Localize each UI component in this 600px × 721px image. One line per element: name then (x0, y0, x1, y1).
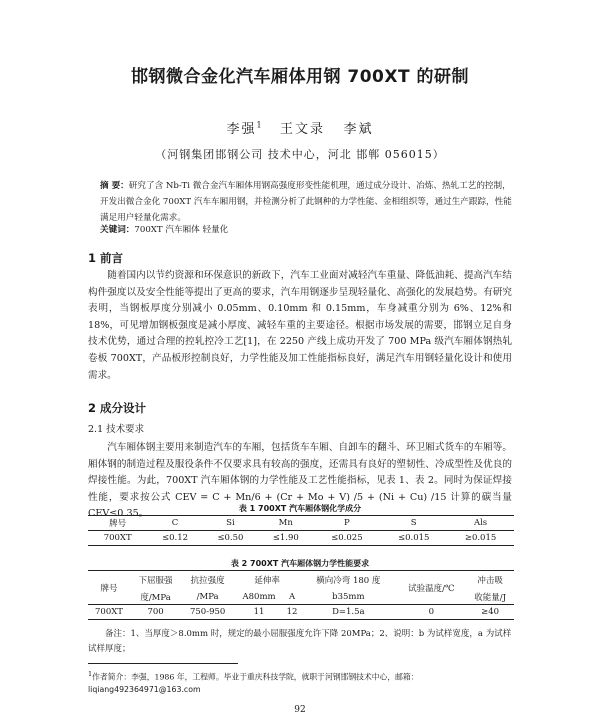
table-2-header-tensile-unit: /MPa (181, 589, 234, 605)
table-2-cell: 11 (253, 607, 265, 617)
table-1-caption: 表 1 700XT 汽车厢体钢化学成分 (238, 504, 362, 513)
section-1-body: 随着国内以节约资源和环保意识的新政下，汽车工业面对减轻汽车重量、降低油耗、提高汽车结构件强度以及安全性能等提出了更高的要求，汽车用钢逐步呈现轻量化、高强化的发展趋势。有研究表明，当钢板厚度分别减小 0.05mm、0.10mm 和 0.15mm，车身减重分别为 6%、12%和 18%，可见增加钢板强度是减小厚度、减轻车重的主要途径。根据市场发展的需要，邯钢立足自身技术优势，通过合理的控轧控冷工艺[1]，在 2250 产线上成功开发了 700 MPa 级汽车厢体钢热轧卷板 700XT，产品板形控制良好，力学性能及加工性能指标良好，满足汽车用钢轻量化设计和使用需求。 (88, 270, 512, 381)
table-1-cell: ≤0.025 (331, 533, 363, 543)
table-1-header-cell: 牌号 (88, 516, 147, 531)
table-2-cell: 750-950 (189, 607, 226, 617)
section-1-heading: 1 前言 (88, 251, 124, 265)
table-2-header-impact: 冲击吸 (477, 576, 503, 586)
table-2-header-test-temp: 试验温度/℃ (397, 571, 467, 605)
table-1-header-cell: C (147, 516, 202, 531)
section-2-heading: 2 成分设计 (88, 401, 147, 415)
table-1 (88, 515, 514, 546)
paper-title: 邯钢微合金化汽车厢体用钢 700XT 的研制 (130, 67, 470, 87)
table-1-header-cell: Als (447, 516, 514, 531)
table-2 (88, 570, 514, 620)
table-1-cell: 700XT (103, 533, 132, 543)
footnote-text: 作者简介：李强，1986 年，工程师。毕业于重庆科技学院，就职于河钢邯钢技术中心，邮箱： (92, 672, 419, 682)
section-2-1-body: 汽车厢体钢主要用来制造汽车的车厢，包括货车车厢、自卸车的翻斗、环卫厢式货车的车厢等。厢体钢的制造过程及服役条件不仅要求具有较高的强度，还需具有良好的塑韧性、冷成型性及优良的焊接性能。为此，700XT 汽车厢体钢的力学性能及工艺性能指标，见表 1、表 2。同时为保证焊接性能，要求按公式 CEV = C + Mn/6 + (Cr + Mo + V) /5 + (Ni + Cu) /15 计算的碳当量 CEV≤0.35。 (88, 442, 512, 520)
author-1: 李强 (226, 122, 257, 137)
table-1-header-cell: Mn (258, 516, 313, 531)
table-2-header-elongation: 延伸率 (254, 576, 280, 586)
keywords (100, 223, 512, 235)
author-line (0, 118, 600, 137)
table-1-cell: ≤0.015 (397, 533, 430, 543)
table-2-cell: 700XT (95, 607, 123, 617)
table-1-header-cell: Si (203, 516, 258, 531)
author-3: 李斌 (343, 122, 374, 137)
abstract-text: 研究了含 Nb-Ti 微合金汽车厢体用钢高强度形变性能机理，通过成分设计、冶炼、热轧工艺的控制，开发出微合金化 700XT 汽车车厢用钢，并检测分析了此钢种的力学性能、金相组织等，通过生产跟踪，性能满足用户轻量化需求。 (100, 181, 512, 223)
table-2-header-elong-a80: A80mm (234, 589, 284, 605)
footnote-mark: 1 (88, 670, 93, 678)
table-2-header-yield-unit: 度/MPa (130, 589, 181, 605)
table-1-cell: ≤0.12 (162, 533, 189, 543)
table-2-header-row (88, 571, 514, 590)
author-1-affil-mark: 1 (256, 120, 262, 130)
table-2-cell: 700 (147, 607, 164, 617)
author-footnote (88, 668, 512, 696)
author-email: liqiang492364971@163.com (88, 684, 201, 694)
table-2-header-elong-a: A (284, 589, 300, 605)
table-1-header-row (88, 516, 514, 531)
table-row (88, 605, 514, 620)
table-1-header-cell: P (313, 516, 380, 531)
table-2-cell: ≥40 (481, 607, 500, 617)
footnote-divider (88, 663, 238, 664)
page-number: 92 (294, 705, 306, 715)
abstract-label: 摘 要： (100, 181, 129, 191)
author-2: 王文录 (280, 122, 326, 137)
table-1-header-cell: S (380, 516, 447, 531)
table-1-cell: ≤1.90 (272, 533, 299, 543)
table-1-cell: ≥0.015 (464, 533, 497, 543)
affiliation: （河钢集团邯钢公司 技术中心，河北 邯郸 056015） (155, 148, 445, 161)
table-2-cell: D=1.5a (332, 607, 365, 617)
table-2-header-bend-width: b35mm (300, 589, 396, 605)
table-2-header-tensile: 抗拉强度 (190, 576, 225, 586)
table-2-caption: 表 2 700XT 汽车厢体钢力学性能要求 (230, 559, 370, 568)
table-note: 备注：1、当厚度＞8.0mm 时，规定的最小屈服强度允许下降 20MPa；2、说明：b 为试样宽度，a 为试样试样厚度； (88, 629, 512, 654)
table-1-cell: ≤0.50 (217, 533, 244, 543)
abstract (100, 178, 512, 226)
section-2-1-heading: 2.1 技术要求 (88, 424, 145, 435)
keywords-label: 关键词： (100, 225, 135, 235)
table-2-header-yield: 下屈服强 (138, 576, 173, 586)
table-2-header-bend: 横向冷弯 180 度 (316, 576, 381, 586)
keywords-text: 700XT 汽车厢体 轻量化 (134, 225, 229, 235)
table-2-cell: 0 (428, 607, 435, 617)
table-2-header-grade: 牌号 (88, 571, 130, 605)
table-2-header-impact-unit: 收能量/J (466, 589, 514, 605)
table-2-cell: 12 (286, 607, 298, 617)
table-row (88, 531, 514, 546)
